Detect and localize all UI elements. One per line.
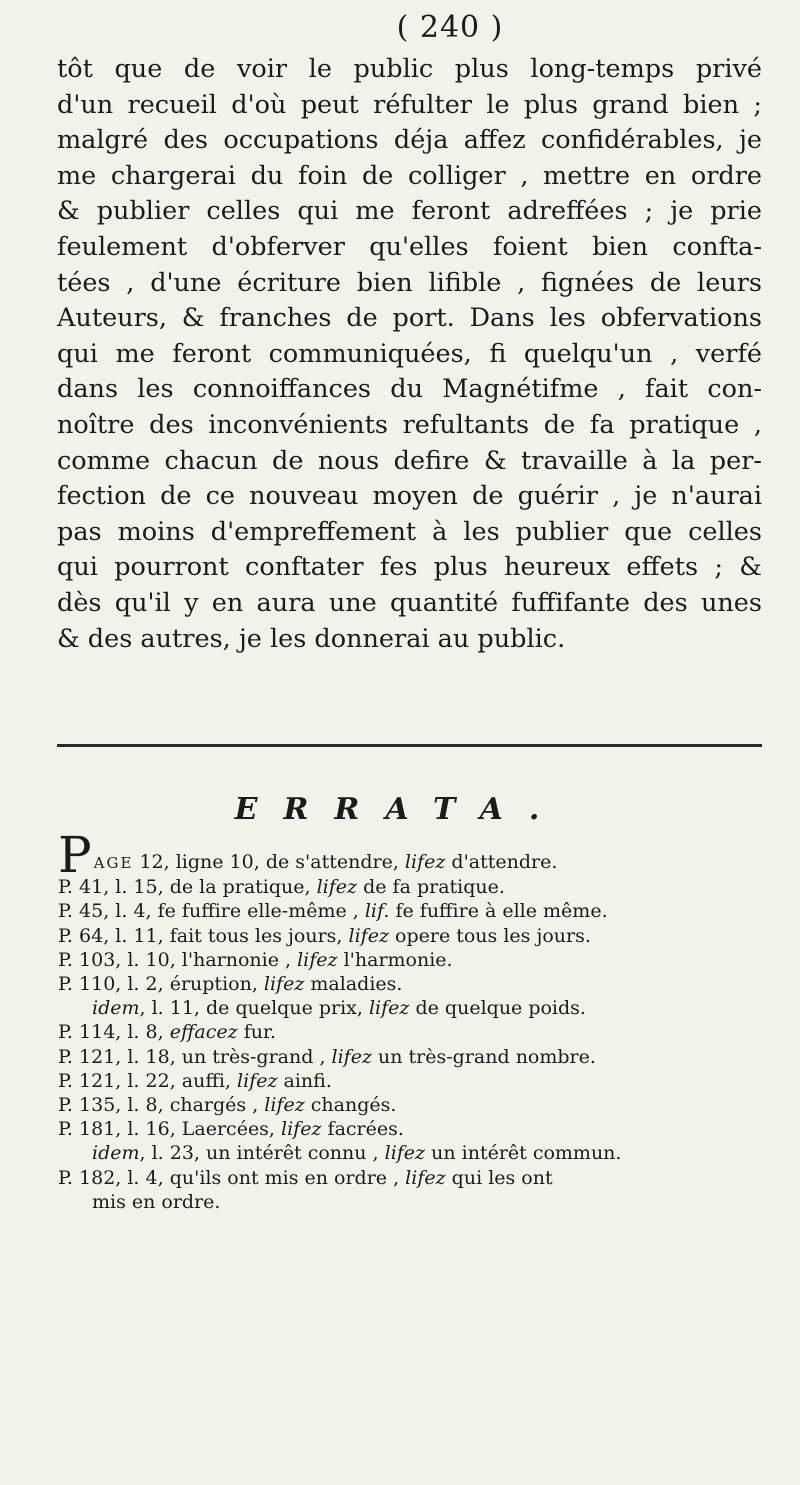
errata-error: chargés , (169, 1094, 259, 1117)
errata-error: éruption, (169, 973, 258, 996)
text-line: me chargerai du foin de colliger , mettre en ordre (57, 160, 762, 191)
text-line: malgré des occupations déja affez confidérables, je (57, 125, 762, 156)
errata-correction: ainfi. (283, 1069, 332, 1092)
text-line: noître des inconvénients refultants de fa pratique , (57, 409, 762, 440)
errata-entry (58, 1020, 763, 1044)
errata-lisez: lifez (281, 1118, 322, 1141)
errata-correction: changés. (310, 1094, 397, 1117)
errata-lisez: lifez (368, 997, 410, 1020)
errata-error: qu'ils ont mis en ordre , (169, 1166, 400, 1189)
errata-correction: fur. (243, 1021, 276, 1044)
errata-entry (58, 1141, 763, 1165)
errata-ref: P. 114, l. 8, (58, 1021, 164, 1044)
errata-correction: de quelque poids. (415, 997, 586, 1020)
errata-lisez: lifez (297, 948, 338, 971)
errata-entry (58, 899, 763, 923)
errata-ref: P. 64, l. 11, (58, 924, 164, 947)
text-line: & publier celles qui me feront adreffées ; je prie (57, 196, 762, 227)
errata-correction: mis en ordre. (92, 1190, 221, 1213)
text-line: tées , d'une écriture bien lifible , fignées de leurs (57, 267, 762, 298)
text-line: feulement d'obferver qu'elles foient bien confta- (57, 231, 762, 262)
errata-error: auffi, (181, 1069, 231, 1092)
errata-entry (58, 972, 763, 996)
errata-ref: P. 110, l. 2, (58, 973, 164, 996)
errata-correction: d'attendre. (451, 851, 558, 873)
errata-entry (58, 924, 763, 948)
errata-ref: idem, l. 11, (92, 997, 200, 1020)
errata-entry (58, 1069, 763, 1093)
errata-error: effacez (169, 1021, 238, 1044)
errata-error: fait tous les jours, (169, 924, 343, 947)
errata-lisez: lif. (364, 900, 390, 923)
errata-correction: l'harmonie. (343, 948, 453, 971)
section-divider (57, 744, 762, 747)
errata-entry (58, 1190, 763, 1214)
page-number: ( 240 ) (396, 10, 504, 45)
body-paragraph (57, 52, 762, 657)
text-line: qui pourront conftater fes plus heureux effets ; & (57, 552, 762, 583)
errata-ref: P. 182, l. 4, (58, 1166, 164, 1189)
errata-correction: qui les ont (451, 1166, 553, 1189)
errata-lisez: lifez (405, 1166, 446, 1189)
errata-lisez: lifez (316, 876, 358, 899)
text-line: qui me feront communiquées, fi quelqu'un , verfé (57, 338, 762, 369)
errata-lisez: lifez (263, 973, 305, 996)
errata-ref: P. 103, l. 10, (58, 948, 176, 971)
errata-correction: un intérêt commun. (431, 1142, 622, 1165)
errata-heading: ERRATA. (234, 792, 566, 827)
errata-entry (58, 1117, 763, 1141)
text-line: dans les connoiffances du Magnétifme , fait con- (57, 374, 762, 405)
text-line: pas moins d'empreffement à les publier que celles (57, 516, 762, 547)
errata-ref: P. 41, l. 15, (58, 876, 164, 899)
errata-error: Laercées, (181, 1118, 275, 1141)
errata-error: de quelque prix, (206, 997, 363, 1020)
errata-correction: fe fuffire à elle même. (395, 900, 608, 923)
errata-lisez: lifez (348, 924, 389, 947)
errata-ref: idem, l. 23, (92, 1142, 200, 1165)
text-line: comme chacun de nous defire & travaille à la per- (57, 445, 762, 476)
errata-lisez: lifez (384, 1142, 426, 1165)
errata-ref: P. 181, l. 16, (58, 1118, 176, 1141)
errata-entry (58, 1093, 763, 1117)
errata-entry (58, 948, 763, 972)
text-line: tôt que de voir le public plus long-temps privé (57, 54, 762, 84)
errata-error: fe fuffire elle-même , (157, 900, 359, 923)
errata-ref: P. 45, l. 4, (58, 900, 152, 923)
errata-entry (58, 996, 763, 1020)
text-line: Auteurs, & franches de port. Dans les obfervations (57, 303, 762, 334)
errata-correction: un très-grand nombre. (378, 1045, 596, 1068)
text-line: dès qu'il y en aura une quantité fuffifante des unes (57, 587, 762, 618)
errata-lisez: lifez (331, 1045, 372, 1068)
errata-ref: PAGE 12, ligne 10, (58, 826, 260, 884)
errata-ref: P. 121, l. 22, (58, 1069, 176, 1092)
errata-list (58, 826, 763, 1214)
errata-lisez: lifez (404, 851, 446, 873)
errata-correction: facrées. (327, 1118, 404, 1141)
errata-error: un très-grand , (181, 1045, 326, 1068)
errata-error: l'harnonie , (181, 948, 292, 971)
errata-lisez: lifez (264, 1094, 305, 1117)
errata-entry (58, 875, 763, 899)
errata-error: de la pratique, (169, 876, 311, 899)
text-line: & des autres, je les donnerai au public. (57, 623, 566, 654)
errata-correction: opere tous les jours. (395, 924, 591, 947)
errata-entry (58, 826, 763, 884)
errata-ref: P. 135, l. 8, (58, 1094, 164, 1117)
errata-entry (58, 1166, 763, 1190)
errata-lisez: lifez (237, 1069, 278, 1092)
text-line: d'un recueil d'où peut réfulter le plus grand bien ; (57, 89, 762, 120)
text-line: fection de ce nouveau moyen de guérir , je n'aurai (57, 481, 762, 512)
errata-correction: de fa pratique. (363, 876, 505, 899)
errata-error: de s'attendre, (265, 851, 399, 873)
errata-correction: maladies. (310, 973, 403, 996)
errata-entry (58, 1045, 763, 1069)
errata-ref: P. 121, l. 18, (58, 1045, 176, 1068)
errata-error: un intérêt connu , (206, 1142, 379, 1165)
